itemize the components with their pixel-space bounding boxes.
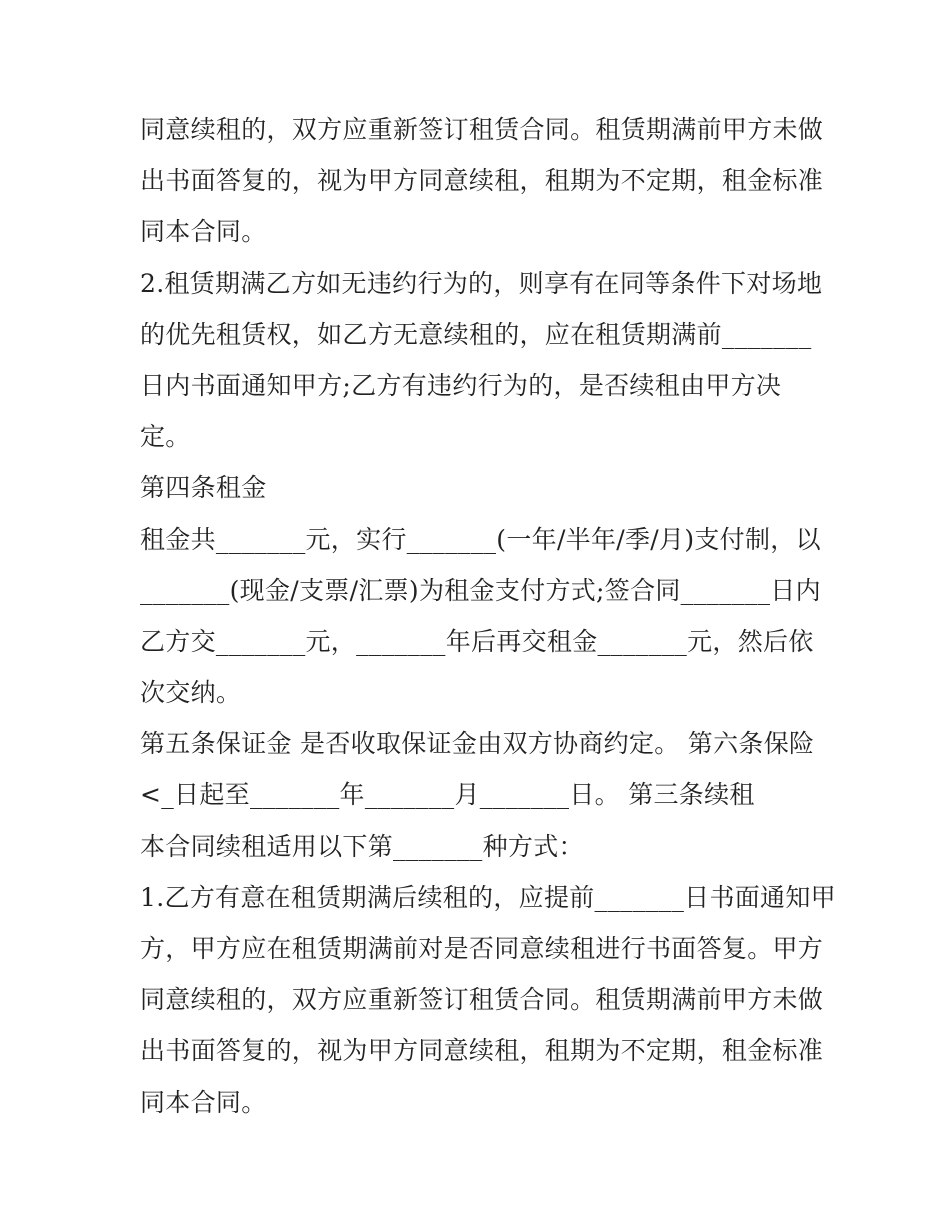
text-line: 乙方交_______元，_______年后再交租金_______元，然后依 bbox=[140, 626, 814, 656]
text-line: 同意续租的，双方应重新签订租赁合同。租赁期满前甲方未做 bbox=[140, 985, 824, 1015]
document-body bbox=[140, 104, 836, 1128]
text-line: 1.乙方有意在租赁期满后续租的，应提前_______日书面通知甲 bbox=[140, 882, 836, 912]
text-line: 第五条保证金 是否收取保证金由双方协商约定。 第六条保险 bbox=[140, 729, 815, 759]
text-line: 同意续租的，双方应重新签订租赁合同。租赁期满前甲方未做 bbox=[140, 115, 824, 144]
text-line: 出书面答复的，视为甲方同意续租，租期为不定期，租金标准 bbox=[140, 166, 824, 196]
text-line: 2.租赁期满乙方如无违约行为的，则享有在同等条件下对场地 bbox=[140, 268, 823, 298]
text-line: 的优先租赁权，如乙方无意续租的，应在租赁期满前_______ bbox=[140, 319, 812, 349]
section-heading: 第四条租金 bbox=[140, 473, 267, 503]
text-line: 本合同续租适用以下第_______种方式： bbox=[140, 831, 584, 861]
text-line: 次交纳。 bbox=[140, 678, 242, 708]
text-line: 定。 bbox=[140, 422, 191, 452]
text-line: 同本合同。 bbox=[140, 217, 267, 247]
text-line: 同本合同。 bbox=[140, 1087, 267, 1117]
text-line: 方，甲方应在租赁期满前对是否同意续租进行书面答复。甲方 bbox=[140, 934, 824, 963]
text-line: 租金共_______元，实行_______(一年/半年/季/月)支付制，以 bbox=[140, 524, 821, 554]
text-line: _______(现金/支票/汇票)为租金支付方式;签合同_______日内 bbox=[140, 575, 821, 605]
text-line: 日内书面通知甲方;乙方有违约行为的，是否续租由甲方决 bbox=[140, 370, 782, 400]
text-line: 出书面答复的，视为甲方同意续租，租期为不定期，租金标准 bbox=[140, 1036, 824, 1066]
text-line: <_日起至_______年_______月_______日。 第三条续租 bbox=[140, 780, 755, 810]
